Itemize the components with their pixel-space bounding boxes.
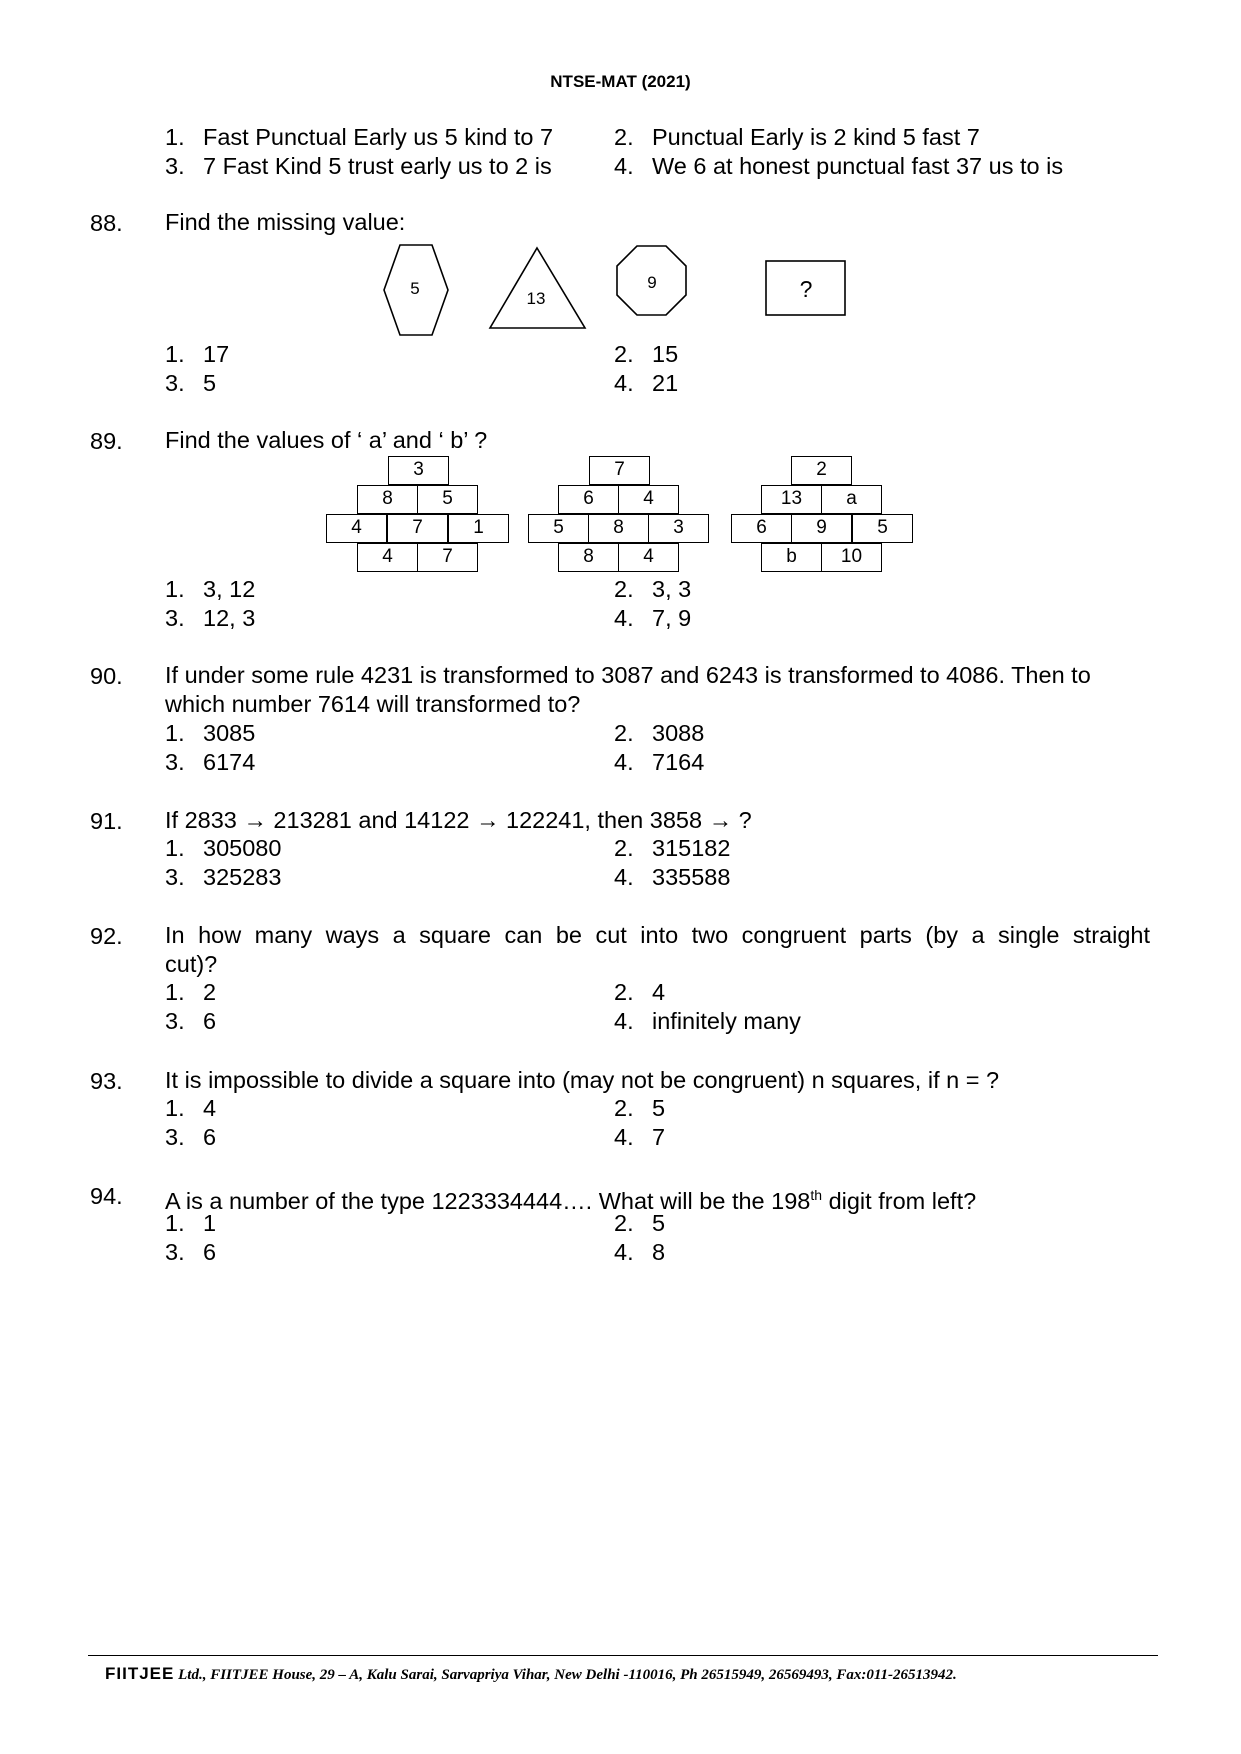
fig2-row3-cell: 8	[588, 514, 649, 543]
q93-number: 93.	[90, 1068, 123, 1094]
footer-address: Ltd., FIITJEE House, 29 – A, Kalu Sarai, Sarvapriya Vihar, New Delhi -110016, Ph 26515949, 26569493, Fax:011-26513942.	[178, 1667, 957, 1683]
square-label: ?	[799, 276, 813, 302]
q87-option-2[interactable]: 2. Punctual Early is 2 kind 5 fast 7	[614, 124, 980, 150]
q89-text: Find the values of ‘ a’ and ‘ b’ ?	[165, 427, 488, 453]
q88-option-1[interactable]: 1. 17	[165, 341, 230, 367]
q92-option-1[interactable]: 1. 2	[165, 979, 217, 1005]
q92-option-2[interactable]: 2. 4	[614, 979, 666, 1005]
octagon-label: 9	[647, 273, 657, 292]
q94-number: 94.	[90, 1183, 123, 1209]
fig2-row4-cell: 8	[558, 543, 619, 572]
q93-option-3[interactable]: 3. 6	[165, 1124, 217, 1150]
q91-text: If 2833 → 213281 and 14122 → 122241, then 3858 → ?	[165, 807, 752, 833]
page-footer	[105, 1664, 957, 1684]
fig1-row3-cell: 1	[448, 514, 509, 543]
q94-option-3[interactable]: 3. 6	[165, 1239, 217, 1265]
fig2-row3-cell: 5	[528, 514, 589, 543]
q90-option-4[interactable]: 4. 7164	[614, 749, 705, 775]
fig1-row3-cell: 4	[326, 514, 387, 543]
q94-text: A is a number of the type 1223334444…. What will be the 198th digit from left?	[165, 1187, 977, 1214]
fig3-row4-cell: b	[761, 543, 822, 572]
q89-option-1[interactable]: 1. 3, 12	[165, 576, 256, 602]
fig1-row2-cell: 8	[357, 485, 418, 514]
fig3-row2-cell: a	[821, 485, 882, 514]
triangle-shape	[490, 248, 585, 328]
fig2-row3-cell: 3	[648, 514, 709, 543]
q94-option-2[interactable]: 2. 5	[614, 1210, 666, 1236]
triangle-label: 13	[526, 289, 546, 308]
q88-text: Find the missing value:	[165, 209, 406, 235]
q94-option-4[interactable]: 4. 8	[614, 1239, 666, 1265]
fig1-row4-cell: 7	[417, 543, 478, 572]
q87-option-3[interactable]: 3. 7 Fast Kind 5 trust early us to 2 is	[165, 153, 552, 179]
q92-text-line2: cut)?	[165, 951, 218, 977]
fig2-row2-cell: 6	[558, 485, 619, 514]
page-header: NTSE-MAT (2021)	[550, 72, 691, 91]
q91-number: 91.	[90, 808, 123, 834]
q90-number: 90.	[90, 663, 123, 689]
q88-figure	[370, 240, 870, 340]
fig1-row2-cell: 5	[417, 485, 478, 514]
q90-option-3[interactable]: 3. 6174	[165, 749, 256, 775]
q87-option-4[interactable]: 4. We 6 at honest punctual fast 37 us to is	[614, 153, 1064, 179]
hexagon-label: 5	[410, 279, 420, 298]
fig3-row3-cell: 9	[791, 514, 852, 543]
q90-text-line1: If under some rule 4231 is transformed to 3087 and 6243 is transformed to 4086. Then to	[165, 662, 1091, 688]
q91-option-1[interactable]: 1. 305080	[165, 835, 282, 861]
q92-text-line1: In how many ways a square can be cut into two congruent parts (by a single straight	[165, 922, 1150, 948]
fig3-row4-cell: 10	[821, 543, 882, 572]
q94-option-1[interactable]: 1. 1	[165, 1210, 217, 1236]
q88-option-3[interactable]: 3. 5	[165, 370, 217, 396]
q93-option-2[interactable]: 2. 5	[614, 1095, 666, 1121]
q91-option-2[interactable]: 2. 315182	[614, 835, 731, 861]
fig2-top-cell: 7	[589, 456, 650, 485]
q91-option-3[interactable]: 3. 325283	[165, 864, 282, 890]
fig3-row3-cell: 6	[731, 514, 792, 543]
footer-divider	[88, 1655, 1158, 1656]
footer-brand: FIITJEE	[105, 1664, 175, 1683]
q89-number: 89.	[90, 428, 123, 454]
fig1-row3-cell: 7	[387, 514, 448, 543]
q90-option-1[interactable]: 1. 3085	[165, 720, 256, 746]
q93-option-4[interactable]: 4. 7	[614, 1124, 666, 1150]
fig2-row2-cell: 4	[618, 485, 679, 514]
q90-text-line2: which number 7614 will transformed to?	[165, 691, 581, 717]
q92-number: 92.	[90, 923, 123, 949]
q90-option-2[interactable]: 2. 3088	[614, 720, 705, 746]
q88-option-2[interactable]: 2. 15	[614, 341, 679, 367]
q92-option-3[interactable]: 3. 6	[165, 1008, 217, 1034]
q94-superscript: th	[810, 1187, 823, 1203]
fig1-top-cell: 3	[388, 456, 449, 485]
q88-number: 88.	[90, 210, 123, 236]
q93-option-1[interactable]: 1. 4	[165, 1095, 217, 1121]
fig2-row4-cell: 4	[618, 543, 679, 572]
q93-text: It is impossible to divide a square into (may not be congruent) n squares, if n = ?	[165, 1067, 1000, 1093]
fig3-row3-cell: 5	[852, 514, 913, 543]
q92-option-4[interactable]: 4. infinitely many	[614, 1008, 801, 1034]
fig3-top-cell: 2	[791, 456, 852, 485]
q89-option-2[interactable]: 2. 3, 3	[614, 576, 692, 602]
fig1-row4-cell: 4	[357, 543, 418, 572]
q89-option-3[interactable]: 3. 12, 3	[165, 605, 256, 631]
q89-option-4[interactable]: 4. 7, 9	[614, 605, 692, 631]
q87-option-1[interactable]: 1. Fast Punctual Early us 5 kind to 7	[165, 124, 554, 150]
q88-option-4[interactable]: 4. 21	[614, 370, 679, 396]
fig3-row2-cell: 13	[761, 485, 822, 514]
q91-option-4[interactable]: 4. 335588	[614, 864, 731, 890]
